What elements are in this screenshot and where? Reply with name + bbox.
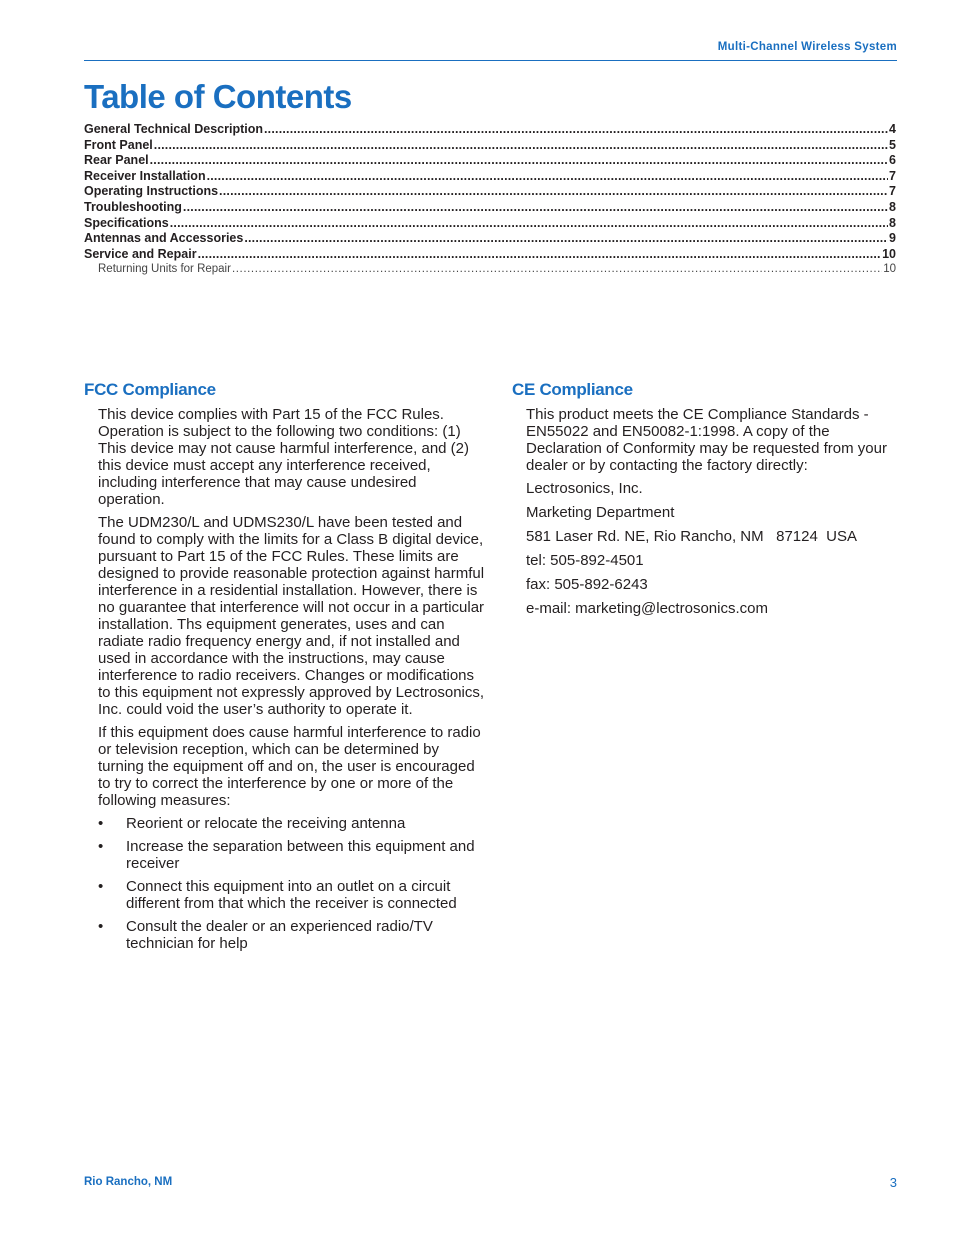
postal-address: 581 Laser Rd. NE, Rio Rancho, NM 87124 USA [526, 528, 857, 545]
toc-dot-leader [150, 153, 888, 169]
toc-entry-label: Operating Instructions [84, 184, 219, 199]
bullet-icon: • [98, 918, 104, 935]
toc-entry-page: 7 [889, 168, 896, 183]
toc-entry-label: Receiver Installation [84, 168, 206, 183]
list-item [98, 838, 486, 872]
list-item-text: Reorient or relocate the receiving antenna [126, 815, 406, 832]
telephone: tel: 505-892-4501 [526, 552, 644, 569]
fcc-paragraph: The UDM230/L and UDMS230/L have been tested and found to comply with the limits for a Class B digital device, pursuant to Part 15 of the FCC Rules. These limits are designed to provide reasonable protection against harmful interference in a residential installation. However, there is no guarantee that interference will not occur in a particular installation. Ths equipment generates, uses and can radiate radio frequency energy and, if not installed and used in accordance with the instructions, may cause interference to radio receivers. Changes or modifications to this equipment not expressly approved by Lectrosonics, Inc. could void the user’s authority to operate it. [98, 514, 485, 718]
toc-entry-page: 4 [889, 122, 896, 136]
list-item [98, 918, 486, 952]
list-item-text: Increase the separation between this equipment and receiver [126, 838, 475, 872]
list-item [98, 878, 486, 912]
header-rule [84, 60, 897, 61]
toc-entry-label: Rear Panel [84, 153, 149, 168]
fcc-measures-list [84, 815, 486, 952]
page-number: 3 [889, 1175, 897, 1190]
toc-dot-leader [207, 169, 888, 185]
bullet-icon: • [98, 878, 104, 895]
toc-entry-page: 9 [889, 231, 896, 246]
toc-entry-label: Antennas and Accessories [84, 231, 244, 246]
list-item-text: Connect this equipment into an outlet on a circuit different from that which the receiver is connected [126, 878, 457, 912]
list-item [98, 815, 486, 832]
ce-compliance-section [512, 380, 896, 624]
toc-entry-page: 8 [889, 215, 896, 230]
toc-entry[interactable] [84, 122, 896, 138]
toc-entry[interactable] [84, 247, 896, 263]
fax: fax: 505-892-6243 [526, 576, 648, 593]
toc-dot-leader [264, 122, 888, 138]
toc-entry-page: 10 [883, 263, 896, 276]
bullet-icon: • [98, 838, 104, 855]
ce-paragraph: This product meets the CE Compliance Standards - EN55022 and EN50082-1:1998. A copy of the Declaration of Conformity may be requested from your dealer or by contacting the factory directly: [526, 406, 887, 474]
email-address[interactable]: e-mail: marketing@lectrosonics.com [526, 600, 768, 617]
toc-entry-label: Front Panel [84, 137, 153, 152]
toc-entry-label: General Technical Description [84, 122, 263, 136]
toc-entry[interactable] [84, 153, 896, 169]
toc-entry-label: Service and Repair [84, 246, 197, 261]
toc-dot-leader [232, 262, 882, 278]
fcc-heading: FCC Compliance [84, 380, 216, 399]
toc-dot-leader [154, 138, 888, 154]
toc-entry-page: 10 [882, 246, 896, 261]
toc-subentry[interactable] [84, 262, 896, 278]
toc-entry-label: Returning Units for Repair [98, 263, 231, 276]
ce-heading: CE Compliance [512, 380, 633, 399]
toc-entry-page: 6 [889, 153, 896, 168]
toc-entry-page: 5 [889, 137, 896, 152]
department-name: Marketing Department [526, 504, 675, 521]
toc-entry-page: 7 [889, 184, 896, 199]
toc-entry-label: Troubleshooting [84, 199, 182, 214]
running-header: Multi-Channel Wireless System [717, 41, 897, 53]
fcc-paragraph: If this equipment does cause harmful interference to radio or television reception, which can be determined by turning the equipment off and on, the user is encouraged to try to correct the interference by one or more of the following measures: [98, 724, 481, 809]
toc-dot-leader [170, 216, 888, 232]
toc-dot-leader [198, 247, 882, 263]
table-of-contents [84, 122, 896, 278]
bullet-icon: • [98, 815, 104, 832]
toc-entry[interactable] [84, 184, 896, 200]
company-name: Lectrosonics, Inc. [526, 480, 643, 497]
fcc-compliance-section [84, 380, 486, 958]
toc-dot-leader [244, 231, 888, 247]
toc-dot-leader [183, 200, 888, 216]
fcc-paragraph: This device complies with Part 15 of the FCC Rules. Operation is subject to the following two conditions: (1) This device may not cause harmful interference, and (2) this device must accept any interference received, including interference that may cause undesired operation. [98, 406, 470, 508]
list-item-text: Consult the dealer or an experienced radio/TV technician for help [126, 918, 433, 952]
toc-entry-page: 8 [889, 199, 896, 214]
toc-entry[interactable] [84, 169, 896, 185]
toc-entry[interactable] [84, 216, 896, 232]
toc-dot-leader [219, 184, 888, 200]
toc-entry-label: Specifications [84, 215, 169, 230]
page-title: Table of Contents [84, 78, 352, 115]
toc-entry[interactable] [84, 231, 896, 247]
footer-location: Rio Rancho, NM [84, 1176, 173, 1188]
toc-entry[interactable] [84, 138, 896, 154]
toc-entry[interactable] [84, 200, 896, 216]
